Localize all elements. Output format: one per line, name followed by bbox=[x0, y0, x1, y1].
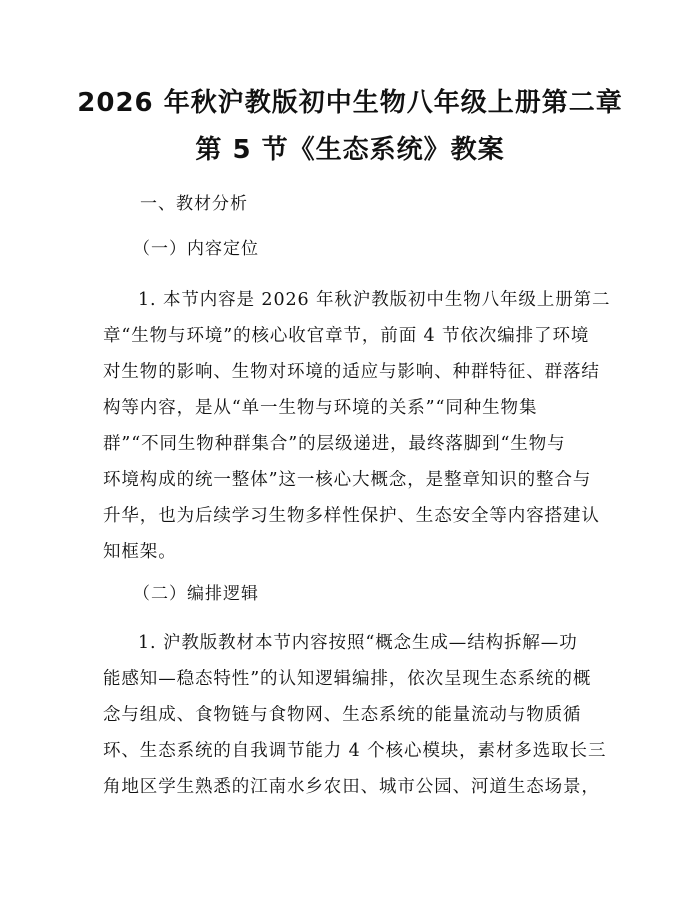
paragraph-line: 能感知—稳态特性”的认知逻辑编排，依次呈现生态系统的概 bbox=[103, 669, 592, 689]
document-title-line-2: 第 5 节《生态系统》教案 bbox=[195, 135, 505, 165]
paragraph-line: 1. 本节内容是 2026 年秋沪教版初中生物八年级上册第二 bbox=[138, 290, 611, 310]
paragraph-line: 构等内容，是从“单一生物与环境的关系”“同种生物集 bbox=[103, 398, 538, 418]
paragraph-line: 章“生物与环境”的核心收官章节，前面 4 节依次编排了环境 bbox=[103, 326, 590, 346]
paragraph-arrangement-logic bbox=[103, 625, 607, 805]
paragraph-line: 升华，也为后续学习生物多样性保护、生态安全等内容搭建认 bbox=[103, 506, 600, 526]
paragraph-line: 环、生态系统的自我调节能力 4 个核心模块，素材多选取长三 bbox=[103, 741, 607, 761]
paragraph-line: 环境构成的统一整体”这一核心大概念，是整章知识的整合与 bbox=[103, 470, 592, 490]
paragraph-line: 群”“不同生物种群集合”的层级递进，最终落脚到“生物与 bbox=[103, 434, 566, 454]
subsection-heading-content-positioning: （一）内容定位 bbox=[133, 239, 259, 259]
paragraph-line: 对生物的影响、生物对环境的适应与影响、种群特征、群落结 bbox=[103, 362, 600, 382]
paragraph-content-positioning bbox=[103, 282, 611, 570]
paragraph-line: 念与组成、食物链与食物网、生态系统的能量流动与物质循 bbox=[103, 705, 582, 725]
paragraph-line: 角地区学生熟悉的江南水乡农田、城市公园、河道生态场景， bbox=[103, 777, 600, 797]
section-heading: 一、教材分析 bbox=[140, 194, 248, 214]
document-title-line-1: 2026 年秋沪教版初中生物八年级上册第二章 bbox=[77, 88, 623, 118]
subsection-heading-arrangement-logic: （二）编排逻辑 bbox=[133, 584, 259, 604]
paragraph-line: 1. 沪教版教材本节内容按照“概念生成—结构拆解—功 bbox=[138, 633, 578, 653]
paragraph-line: 知框架。 bbox=[103, 542, 177, 562]
